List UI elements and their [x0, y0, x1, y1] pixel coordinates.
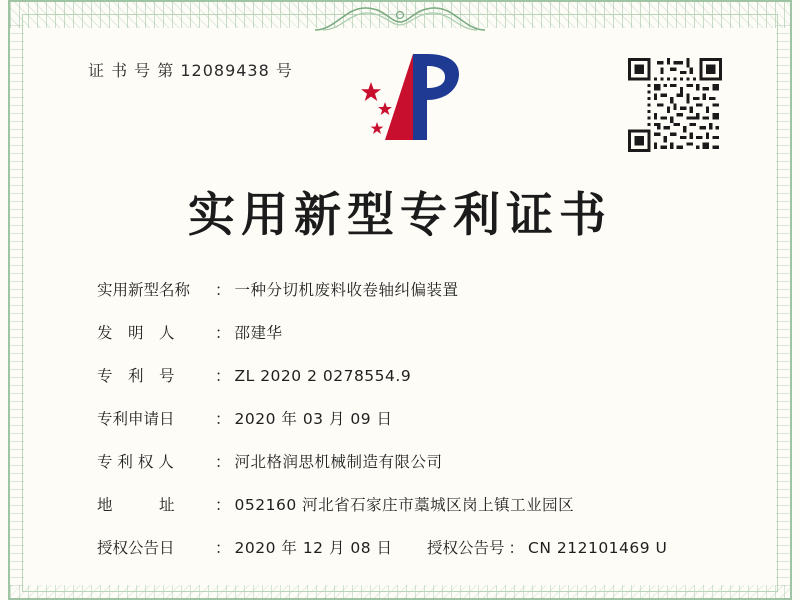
- field-value-patentee: 河北格润思机械制造有限公司: [234, 453, 443, 471]
- field-label-address: 地 址: [97, 496, 175, 514]
- field-colon: ：: [215, 410, 231, 428]
- field-value-grant-number: CN 212101469 U: [528, 539, 668, 557]
- field-value-address: 052160 河北省石家庄市藁城区岗上镇工业园区: [234, 496, 575, 514]
- field-value-inventor: 邵建华: [234, 324, 283, 342]
- field-application-date: [97, 407, 720, 429]
- field-value-utility-model-name: 一种分切机废料收卷轴纠偏装置: [234, 281, 459, 299]
- field-utility-model-name: [97, 278, 720, 300]
- field-colon: ：: [215, 281, 231, 299]
- field-label-application-date: 专利申请日: [97, 410, 175, 428]
- grant-announcement-row: [97, 536, 720, 558]
- field-label-patentee: 专 利 权 人: [97, 453, 174, 471]
- field-value-patent-number: ZL 2020 2 0278554.9: [234, 367, 412, 385]
- field-colon: ：: [215, 539, 231, 557]
- field-inventor: [97, 321, 720, 343]
- field-colon: ：: [215, 324, 231, 342]
- field-label-patent-number: 专 利 号: [97, 367, 175, 385]
- crest-ornament-icon: [305, 2, 495, 32]
- certificate-number: 证 书 号 第 12089438 号: [88, 61, 293, 80]
- guilloche-pattern-right: [776, 24, 790, 586]
- page-title: 实用新型专利证书: [188, 188, 612, 243]
- field-colon: ：: [508, 539, 525, 557]
- field-colon: ：: [215, 367, 231, 385]
- field-patent-number: [97, 364, 720, 386]
- field-value-application-date: 2020 年 03 月 09 日: [234, 410, 393, 428]
- qr-code: [628, 58, 722, 152]
- field-colon: ：: [215, 496, 231, 514]
- field-grant-date: [97, 536, 427, 558]
- field-colon: ：: [215, 453, 231, 471]
- field-value-grant-date: 2020 年 12 月 08 日: [234, 539, 393, 557]
- field-label-grant-number: 授权公告号: [427, 539, 505, 557]
- field-list: [97, 278, 720, 558]
- field-label-utility-model-name: 实用新型名称: [97, 281, 191, 299]
- field-grant-number: [427, 536, 667, 558]
- patent-office-logo-icon: [355, 48, 465, 160]
- field-label-grant-date: 授权公告日: [97, 539, 175, 557]
- field-address: [97, 493, 720, 515]
- field-label-inventor: 发 明 人: [97, 324, 175, 342]
- field-patentee: [97, 450, 720, 472]
